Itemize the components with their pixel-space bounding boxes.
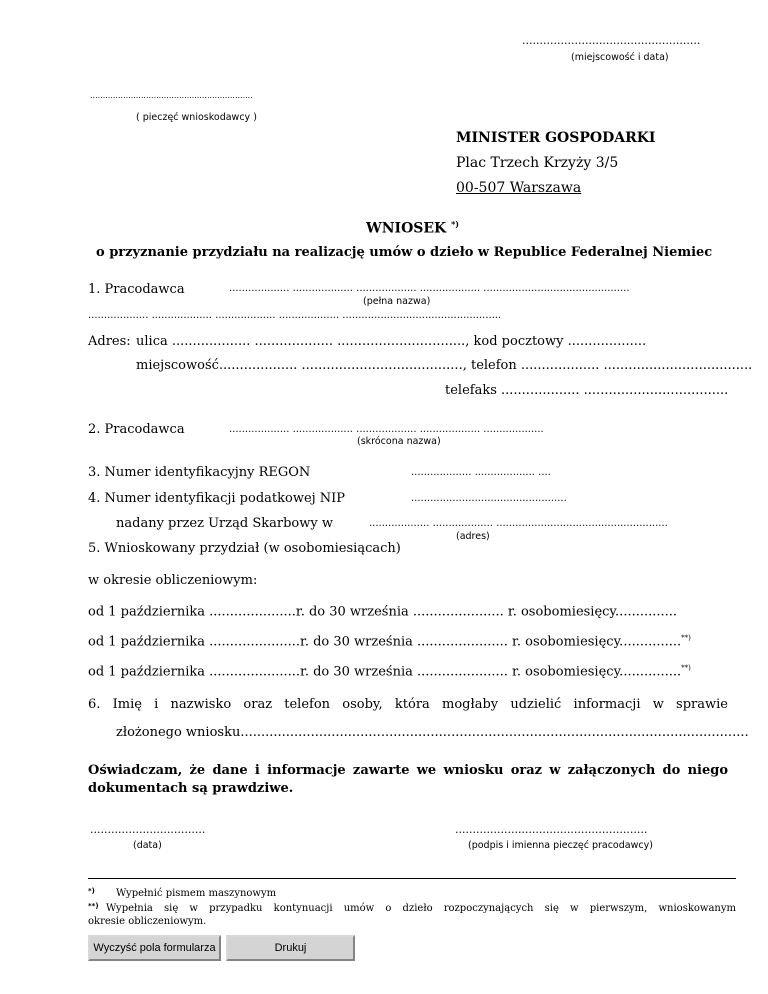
period-row[interactable] — [88, 634, 691, 649]
period-row-mark: **) — [681, 634, 691, 642]
period-row-text[interactable]: od 1 października .....................r. do 30 września ...................... r. osobomiesięcy............... — [88, 604, 678, 620]
declaration-line1: Oświadczam, że dane i informacje zawarte we wniosku oraz w załączonych do niego — [88, 763, 728, 778]
employer-short-name-field[interactable]: ................... ................... ................... ................... ................... — [229, 424, 544, 435]
employer-full-name-field-2[interactable]: ................... ................... ................... ................... .................................................. — [88, 310, 502, 321]
address-label: Adres: — [88, 334, 131, 349]
form-title-footnote-mark: *) — [451, 219, 460, 229]
fax-field[interactable]: telefaks ................... ................................... — [445, 383, 729, 398]
footnote2-continuation: okresie obliczeniowym. — [88, 916, 207, 927]
declaration-line2: dokumentach są prawdziwe. — [88, 781, 294, 796]
section1-label: 1. Pracodawca — [88, 282, 185, 297]
footnote2-text: Wypełnia się w przypadku kontynuacji umów o dzieło rozpoczynających się w pierwszym, wnioskowanym — [106, 903, 736, 914]
tax-office-field[interactable]: ................... ................... ...................................................... — [369, 518, 668, 529]
employer-short-name-caption: (skrócona nazwa) — [357, 436, 441, 447]
form-title-text: WNIOSEK — [366, 220, 447, 237]
signature-caption: (podpis i imienna pieczęć pracodawcy) — [468, 840, 653, 851]
city-phone-fields[interactable]: miejscowość................... ......................................., telefon ................... .................................... — [136, 358, 753, 373]
street-postcode-fields[interactable]: ulica ................... ................... ..............................., kod pocztowy ................... — [136, 334, 647, 349]
place-date-line[interactable]: ................................................... — [522, 34, 701, 47]
footnote1-text: Wypełnić pismem maszynowym — [116, 888, 277, 899]
period-row-text[interactable]: od 1 października ......................r. do 30 września ...................... r. osobomiesięcy............... — [88, 664, 682, 680]
nip-field[interactable]: ................................................. — [411, 493, 567, 504]
period-label: w okresie obliczeniowym: — [88, 573, 258, 588]
regon-label: 3. Numer identyfikacyjny REGON — [88, 465, 311, 480]
period-row[interactable] — [88, 664, 691, 679]
period-row[interactable] — [88, 604, 677, 619]
stamp-caption: ( pieczęć wnioskodawcy ) — [136, 112, 257, 123]
period-row-mark: **) — [681, 664, 691, 672]
date-field[interactable]: ................................. — [90, 823, 206, 836]
tax-office-label: nadany przez Urząd Skarbowy w — [116, 516, 333, 531]
signature-field: ....................................................... — [455, 823, 648, 836]
footnote2-mark: **) — [88, 902, 99, 910]
tax-office-caption: (adres) — [456, 531, 490, 542]
form-subtitle: o przyznanie przydziału na realizację umów o dzieło w Republice Federalnej Niemiec — [96, 245, 713, 260]
addressee-city: 00-507 Warszawa — [456, 180, 582, 196]
addressee-street: Plac Trzech Krzyży 3/5 — [456, 155, 619, 171]
section2-label: 2. Pracodawca — [88, 422, 185, 437]
footnote1-mark: *) — [88, 887, 95, 895]
contact-person-label: 6. Imię i nazwisko oraz telefon osoby, która mogłaby udzielić informacji w sprawie — [88, 697, 728, 712]
nip-label: 4. Numer identyfikacji podatkowej NIP — [88, 491, 346, 506]
print-button[interactable]: Drukuj — [226, 935, 355, 961]
stamp-line: ................................................................ — [90, 91, 253, 100]
allocation-label: 5. Wnioskowany przydział (w osobomiesiącach) — [88, 541, 401, 556]
period-row-text[interactable]: od 1 października ......................r. do 30 września ...................... r. osobomiesięcy............... — [88, 634, 682, 650]
employer-full-name-field[interactable]: ................... ................... ................... ................... .............................................. — [229, 283, 630, 294]
place-date-caption: (miejscowość i data) — [571, 52, 669, 63]
footnote-divider — [88, 878, 736, 879]
clear-form-button[interactable]: Wyczyść pola formularza — [88, 935, 221, 961]
contact-person-field[interactable]: złożonego wniosku........................................................................................................................... — [116, 725, 749, 740]
addressee-title: MINISTER GOSPODARKI — [456, 130, 656, 146]
regon-field[interactable]: ................... ................... .... — [411, 467, 551, 478]
employer-full-name-caption: (pełna nazwa) — [363, 296, 431, 307]
date-caption: (data) — [133, 840, 162, 851]
form-title — [366, 219, 459, 237]
